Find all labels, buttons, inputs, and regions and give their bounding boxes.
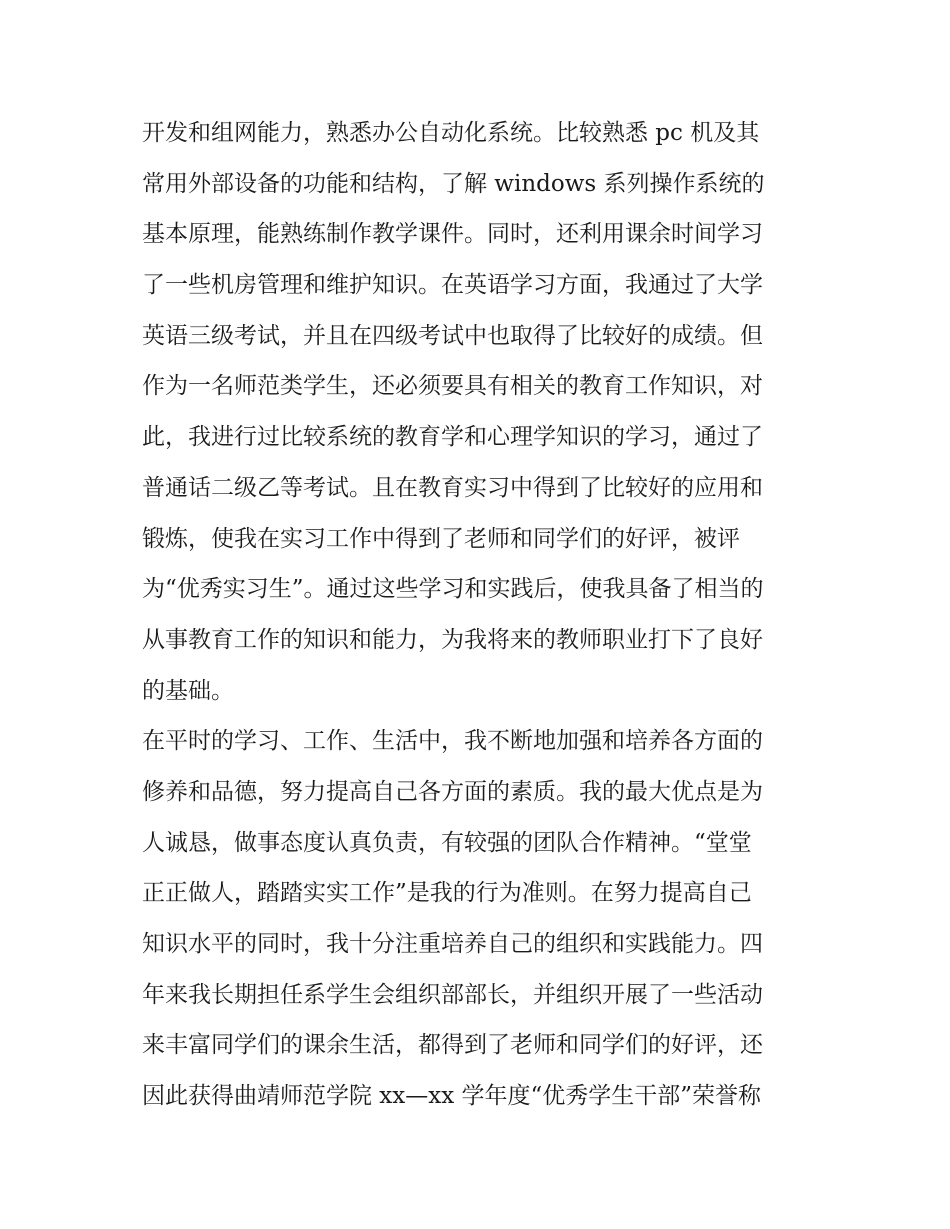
text-line: 知识水平的同时，我十分注重培养自己的组织和实践能力。四 — [142, 931, 763, 957]
text-line: 常用外部设备的功能和结构，了解 windows 系列操作系统的 — [142, 170, 765, 197]
document-body — [142, 108, 822, 1122]
text-line: 的基础。 — [142, 677, 234, 704]
text-line: 英语三级考试，并且在四级考试中也取得了比较好的成绩。但 — [142, 322, 763, 349]
text-line: 人诚恳，做事态度认真负责，有较强的团队合作精神。“堂堂 — [142, 829, 752, 856]
text-line: 普通话二级乙等考试。且在教育实习中得到了比较好的应用和 — [142, 474, 763, 501]
text-line: 修养和品德，努力提高自己各方面的素质。我的最大优点是为 — [142, 778, 763, 805]
text-line: 在平时的学习、工作、生活中，我不断地加强和培养各方面的 — [142, 728, 763, 755]
text-line: 基本原理，能熟练制作教学课件。同时，还利用课余时间学习 — [142, 221, 763, 248]
text-line: 从事教育工作的知识和能力，为我将来的教师职业打下了良好 — [142, 626, 763, 653]
text-line: 正正做人，踏踏实实工作”是我的行为准则。在努力提高自己 — [142, 880, 752, 907]
text-line: 锻炼，使我在实习工作中得到了老师和同学们的好评，被评 — [142, 525, 740, 552]
text-line: 了一些机房管理和维护知识。在英语学习方面，我通过了大学 — [142, 272, 763, 299]
text-line: 来丰富同学们的课余生活，都得到了老师和同学们的好评，还 — [142, 1032, 763, 1059]
text-line: 因此获得曲靖师范学院 xx—xx 学年度“优秀学生干部”荣誉称 — [142, 1083, 762, 1110]
text-line: 作为一名师范类学生，还必须要具有相关的教育工作知识，对 — [142, 373, 763, 400]
text-line: 开发和组网能力，熟悉办公自动化系统。比较熟悉 pc 机及其 — [142, 120, 760, 146]
text-line: 年来我长期担任系学生会组织部部长，并组织开展了一些活动 — [142, 981, 763, 1008]
text-line: 此，我进行过比较系统的教育学和心理学知识的学习，通过了 — [142, 424, 763, 451]
text-line: 为“优秀实习生”。通过这些学习和实践后，使我具备了相当的 — [142, 576, 764, 603]
